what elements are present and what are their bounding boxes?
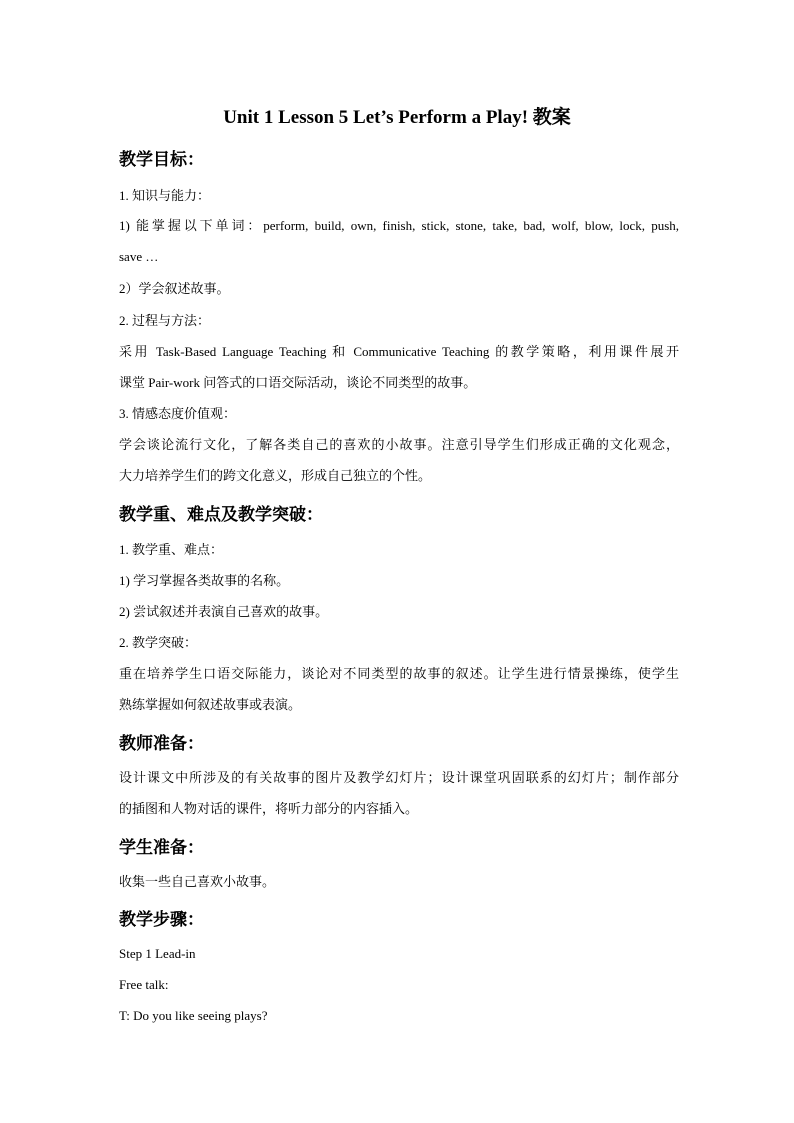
breakthrough-text-cont: 熟练掌握如何叙述故事或表演。 bbox=[119, 697, 302, 712]
objective-attitude-text: 学会谈论流行文化，了解各类自己的喜欢的小故事。注意引导学生们形成正确的文化观念， bbox=[119, 437, 679, 452]
heading-student-prep: 学生准备： bbox=[119, 838, 204, 857]
objective-knowledge-label: 1. 知识与能力： bbox=[119, 188, 211, 203]
objective-narrate: 2）学会叙述故事。 bbox=[119, 281, 230, 296]
key-point-2: 2) 尝试叙述并表演自己喜欢的故事。 bbox=[119, 604, 329, 619]
teacher-prep-text: 设计课文中所涉及的有关故事的图片及教学幻灯片；设计课堂巩固联系的幻灯片；制作部分 bbox=[119, 770, 679, 785]
student-prep-text: 收集一些自己喜欢小故事。 bbox=[119, 874, 276, 889]
objective-attitude-text-cont: 大力培养学生们的跨文化意义，形成自己独立的个性。 bbox=[119, 468, 432, 483]
document-title: Unit 1 Lesson 5 Let’s Perform a Play! 教案 bbox=[223, 107, 571, 128]
step-1-title: Step 1 Lead-in bbox=[119, 946, 196, 961]
free-talk-label: Free talk: bbox=[119, 977, 169, 992]
teacher-prep-text-cont: 的插图和人物对话的课件，将听力部分的内容插入。 bbox=[119, 801, 419, 816]
objective-process-text: 采用 Task-Based Language Teaching 和 Communicative Teaching 的教学策略，利用课件展开 bbox=[119, 344, 679, 359]
breakthrough-text: 重在培养学生口语交际能力，谈论对不同类型的故事的叙述。让学生进行情景操练，使学生 bbox=[119, 666, 679, 681]
objective-attitude-label: 3. 情感态度价值观： bbox=[119, 406, 237, 421]
heading-teaching-objectives: 教学目标： bbox=[119, 150, 204, 169]
objective-process-text-cont: 课堂 Pair-work 问答式的口语交际活动，谈论不同类型的故事。 bbox=[119, 375, 477, 390]
breakthrough-label: 2. 教学突破： bbox=[119, 635, 198, 650]
objective-vocabulary-cont: save … bbox=[119, 249, 159, 264]
heading-teaching-steps: 教学步骤： bbox=[119, 910, 204, 929]
heading-teacher-prep: 教师准备： bbox=[119, 734, 204, 753]
dialogue-line: T: Do you like seeing plays? bbox=[119, 1008, 268, 1023]
key-point-1: 1) 学习掌握各类故事的名称。 bbox=[119, 573, 290, 588]
objective-vocabulary: 1) 能掌握以下单词：perform, build, own, finish, stick, stone, take, bad, wolf, blow, lock, push, bbox=[119, 218, 679, 233]
heading-key-points: 教学重、难点及教学突破： bbox=[119, 505, 323, 524]
key-points-label: 1. 教学重、难点： bbox=[119, 542, 224, 557]
objective-process-label: 2. 过程与方法： bbox=[119, 313, 211, 328]
